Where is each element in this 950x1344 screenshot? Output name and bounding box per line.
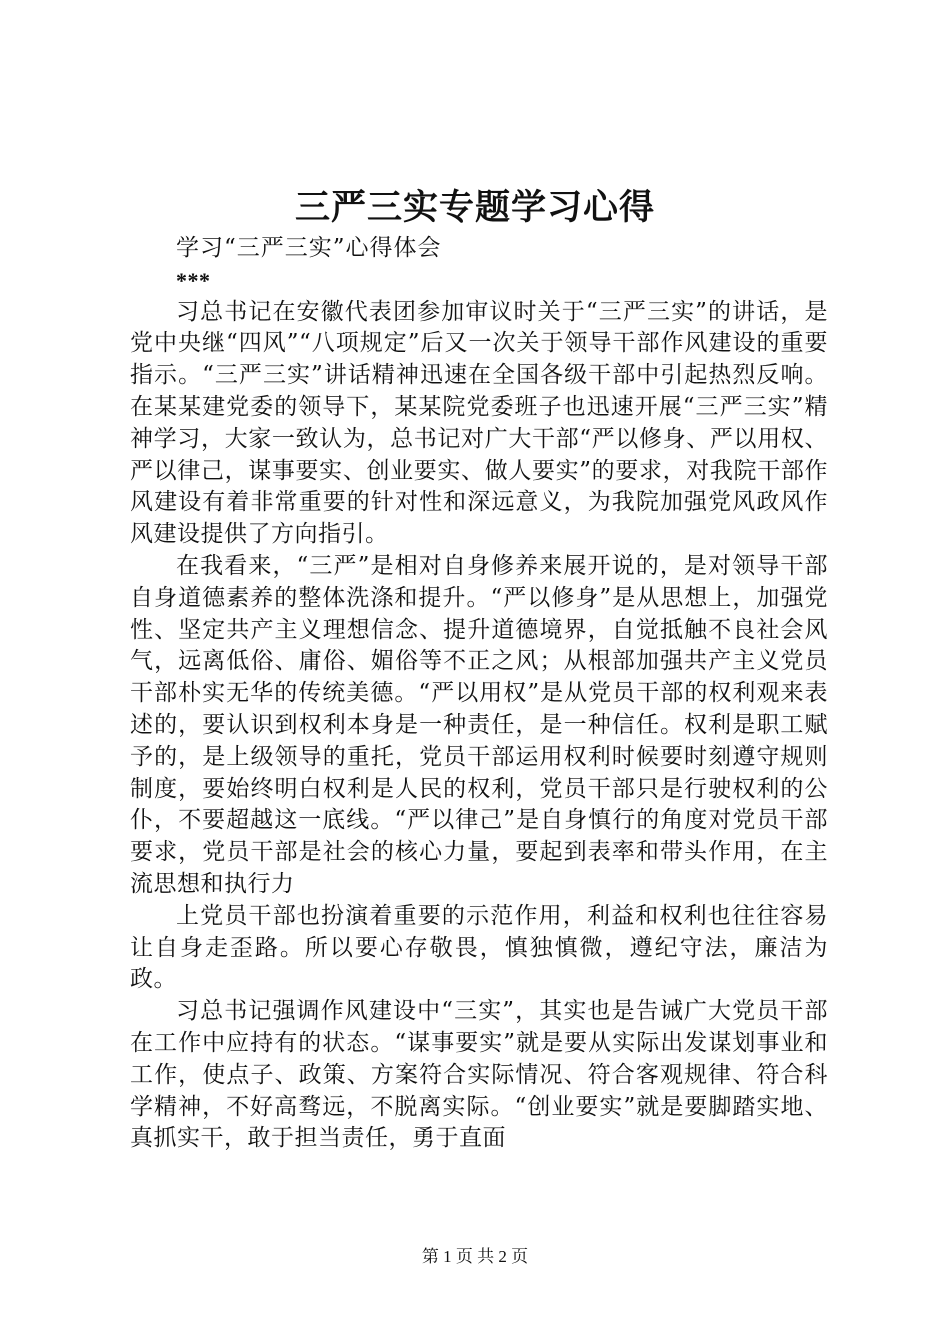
body-paragraph-3: 上党员干部也扮演着重要的示范作用，利益和权利也往往容易让自身走歪路。所以要心存敬畏，慎独慎微，遵纪守法，廉洁为政。 bbox=[130, 902, 828, 993]
body-paragraph-4: 习总书记强调作风建设中“三实”，其实也是告诫广大党员干部在工作中应持有的状态。“谋事要实”就是要从实际出发谋划事业和工作，使点子、政策、方案符合实际情况、符合客观规律、符合科学精神，不好高骛远，不脱离实际。“创业要实”就是要脚踏实地、真抓实干，敢于担当责任，勇于直面 bbox=[130, 998, 828, 1152]
author-mark: *** bbox=[176, 267, 211, 293]
document-subtitle: 学习“三严三实”心得体会 bbox=[176, 235, 442, 261]
body-paragraph-2: 在我看来，“三严”是相对自身修养来展开说的，是对领导干部自身道德素养的整体洗涤和提升。“严以修身”是从思想上，加强党性、坚定共产主义理想信念、提升道德境界，自觉抵触不良社会风气，远离低俗、庸俗、媚俗等不正之风；从根部加强共产主义党员干部朴实无华的传统美德。“严以用权”是从党员干部的权利观来表述的，要认识到权利本身是一种责任，是一种信任。权利是职工赋予的，是上级领导的重托，党员干部运用权利时候要时刻遵守规则制度，要始终明白权利是人民的权利，党员干部只是行驶权利的公仆，不要超越这一底线。“严以律己”是自身慎行的角度对党员干部要求，党员干部是社会的核心力量，要起到表率和带头作用，在主流思想和执行力 bbox=[130, 552, 828, 897]
document-body bbox=[130, 233, 828, 1155]
page-footer: 第 1 页 共 2 页 bbox=[421, 1247, 529, 1266]
body-paragraph-1: 习总书记在安徽代表团参加审议时关于“三严三实”的讲话，是党中央继“四风”“八项规定”后又一次关于领导干部作风建设的重要指示。“三严三实”讲话精神迅速在全国各级干部中引起热烈反响。在某某建党委的领导下，某某院党委班子也迅速开展“三严三实”精神学习，大家一致认为，总书记对广大干部“严以修身、严以用权、严以律己，谋事要实、创业要实、做人要实”的要求，对我院干部作风建设有着非常重要的针对性和深远意义，为我院加强党风政风作风建设提供了方向指引。 bbox=[130, 298, 828, 548]
document-title: 三严三实专题学习心得 bbox=[294, 187, 655, 228]
